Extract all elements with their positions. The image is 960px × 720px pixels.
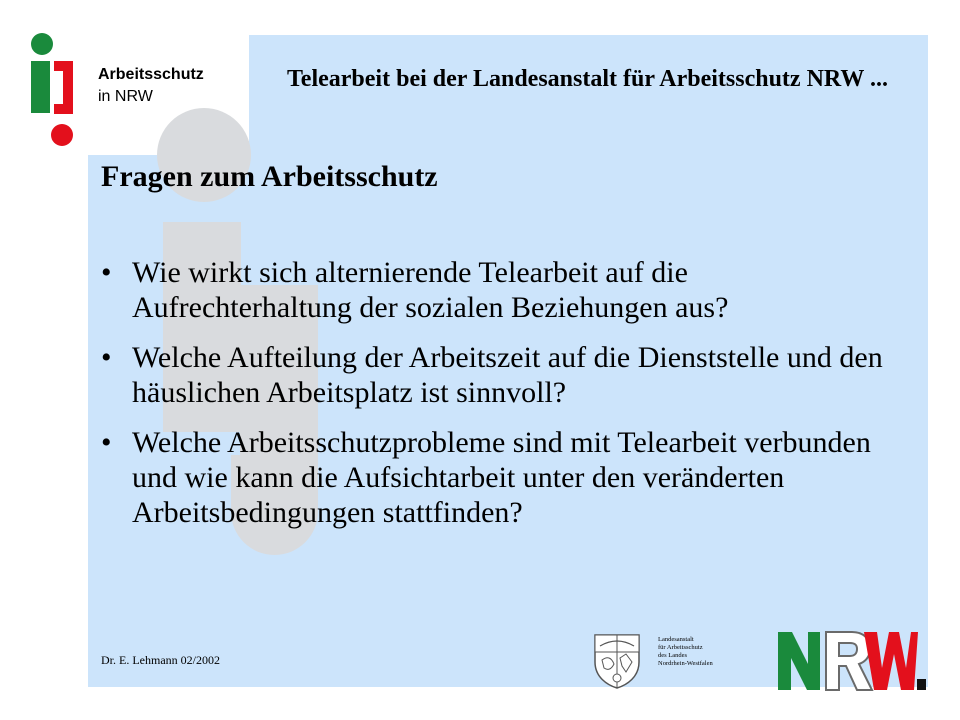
- bullet-text: Welche Aufteilung der Arbeitszeit auf die Dienststelle und den häuslichen Arbeitsplatz ist sinnvoll?: [132, 341, 883, 409]
- logo-caption: [98, 64, 204, 108]
- bullet-list: [101, 255, 901, 545]
- nrw-logo-icon: [776, 630, 926, 692]
- bullet-marker: •: [101, 341, 112, 374]
- institution-line: Landesanstalt: [658, 636, 694, 643]
- logo-caption-line2: in NRW: [98, 88, 153, 105]
- bullet-text: Welche Arbeitsschutzprobleme sind mit Telearbeit verbunden und wie kann die Aufsichtarbeit unter den veränderten Arbeitsbedingungen stattfinden?: [132, 426, 871, 529]
- bullet-marker: •: [101, 256, 112, 289]
- bullet-item: [101, 340, 901, 410]
- institution-line: für Arbeitsschutz: [658, 644, 703, 651]
- institution-line: Nordrhein-Westfalen: [658, 660, 713, 667]
- bullet-marker: •: [101, 426, 112, 459]
- logo-caption-line1: Arbeitsschutz: [98, 66, 204, 83]
- arbeitsschutz-logo-icon: [30, 32, 80, 147]
- bullet-text: Wie wirkt sich alternierende Telearbeit auf die Aufrechterhaltung der sozialen Beziehungen aus?: [132, 256, 729, 324]
- institution-line: des Landes: [658, 652, 688, 659]
- slide-title: Telearbeit bei der Landesanstalt für Arbeitsschutz NRW ...: [287, 66, 888, 92]
- section-heading: Fragen zum Arbeitsschutz: [101, 160, 438, 193]
- bullet-item: [101, 425, 901, 530]
- bullet-item: [101, 255, 901, 325]
- author-footer: Dr. E. Lehmann 02/2002: [101, 653, 220, 667]
- nrw-coat-of-arms-icon: [592, 632, 642, 690]
- institution-name: [658, 636, 713, 668]
